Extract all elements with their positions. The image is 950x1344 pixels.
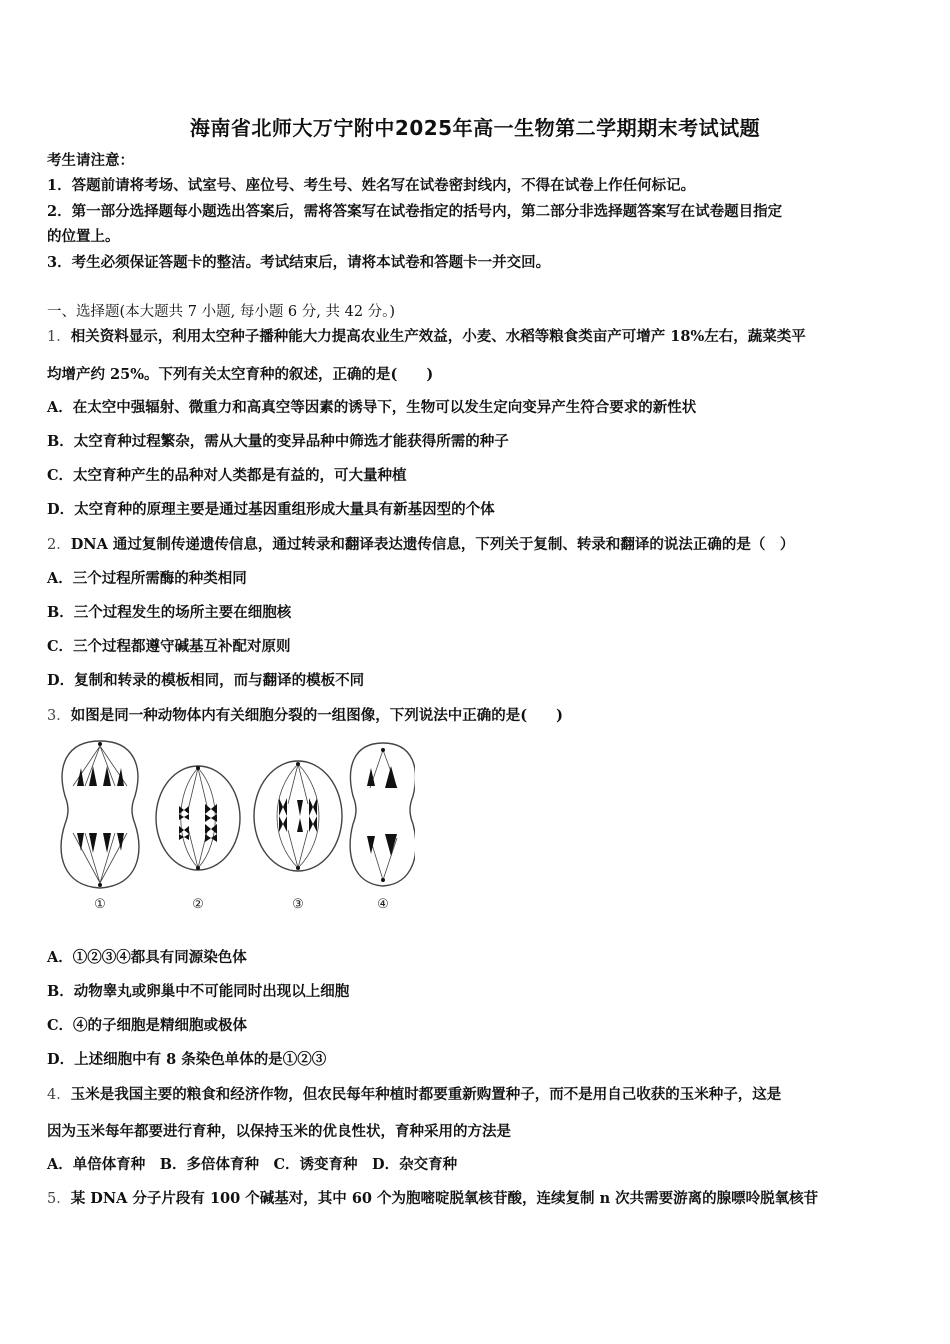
question-text: DNA 通过复制传递遗传信息，通过转录和翻译表达遗传信息，下列关于复制、转录和翻译的说法正确的是（ ） xyxy=(70,536,795,553)
question-3-stem xyxy=(47,706,563,726)
q1-option-c: C．太空育种产生的品种对人类都是有益的，可大量种植 xyxy=(47,467,407,484)
notice-item: 1．答题前请将考场、试室号、座位号、考生号、姓名写在试卷密封线内，不得在试卷上作任何标记。 xyxy=(47,177,696,194)
question-text: 某 DNA 分子片段有 100 个碱基对，其中 60 个为胞嘧啶脱氧核苷酸，连续复制 n 次共需要游离的腺嘌呤脱氧核苷 xyxy=(70,1190,819,1207)
cell-division-figure xyxy=(55,738,415,918)
notice-item: 3．考生必须保证答题卡的整洁。考试结束后，请将本试卷和答题卡一并交回。 xyxy=(47,254,551,271)
cell-1-membrane xyxy=(61,741,139,888)
q2-option-a: A．三个过程所需酶的种类相同 xyxy=(47,570,247,587)
exam-title: 海南省北师大万宁附中2025年高一生物第二学期期末考试试题 xyxy=(189,116,761,140)
q1-option-b: B．太空育种过程繁杂，需从大量的变异品种中筛选才能获得所需的种子 xyxy=(47,433,509,450)
cell-3-spindle xyxy=(277,764,319,868)
section-heading: 一、选择题(本大题共 7 小题, 每小题 6 分, 共 42 分。) xyxy=(47,304,396,320)
question-number: 1． xyxy=(47,329,71,345)
notice-item: 的位置上。 xyxy=(47,228,120,245)
q1-option-d: D．太空育种的原理主要是通过基因重组形成大量具有新基因型的个体 xyxy=(47,501,495,518)
figure-label: ④ xyxy=(377,897,389,912)
question-text: 玉米是我国主要的粮食和经济作物，但农民每年种植时都要重新购置种子，而不是用自己收获的玉米种子，这是 xyxy=(70,1086,782,1103)
question-number: 4． xyxy=(47,1087,71,1103)
figure-label: ③ xyxy=(292,897,304,912)
question-5-stem xyxy=(47,1189,818,1209)
question-4-stem-cont: 因为玉米每年都要进行育种，以保持玉米的优良性状，育种采用的方法是 xyxy=(47,1123,511,1140)
q4-options: A．单倍体育种 B．多倍体育种 C．诱变育种 D．杂交育种 xyxy=(47,1156,458,1173)
q3-option-c: C．④的子细胞是精细胞或极体 xyxy=(47,1017,248,1034)
q3-option-a: A．①②③④都具有同源染色体 xyxy=(47,949,247,966)
q1-option-a: A．在太空中强辐射、微重力和高真空等因素的诱导下，生物可以发生定向变异产生符合要求的新性状 xyxy=(47,399,697,416)
chromosome xyxy=(279,798,317,832)
chromosome xyxy=(179,804,217,822)
q2-option-d: D．复制和转录的模板相同，而与翻译的模板不同 xyxy=(47,672,365,689)
figure-label: ① xyxy=(94,897,106,912)
notice-heading: 考生请注意： xyxy=(47,152,134,169)
q3-option-d: D．上述细胞中有 8 条染色单体的是①②③ xyxy=(47,1051,327,1068)
cell-4-spindle xyxy=(370,750,397,880)
q3-option-b: B．动物睾丸或卵巢中不可能同时出现以上细胞 xyxy=(47,983,350,1000)
q2-option-c: C．三个过程都遵守碱基互补配对原则 xyxy=(47,638,291,655)
chromosome xyxy=(179,824,217,842)
chromosome xyxy=(367,766,397,856)
question-text: 相关资料显示，利用太空种子播种能大力提高农业生产效益，小麦、水稻等粮食类亩产可增产 18%左右，蔬菜类平 xyxy=(70,328,806,345)
question-1-stem-cont: 均增产约 25%。下列有关太空育种的叙述，正确的是( ) xyxy=(47,366,434,383)
question-number: 3． xyxy=(47,708,71,724)
figure-label: ② xyxy=(192,897,204,912)
question-number: 2． xyxy=(47,537,71,553)
cell-2-membrane xyxy=(156,766,240,870)
cell-3-membrane xyxy=(254,761,342,871)
question-1-stem xyxy=(47,327,806,347)
cell-4-membrane xyxy=(350,743,415,886)
question-number: 5． xyxy=(47,1191,71,1207)
chromosome xyxy=(77,833,124,853)
question-text: 如图是同一种动物体内有关细胞分裂的一组图像，下列说法中正确的是( ) xyxy=(70,707,563,724)
notice-item: 2．第一部分选择题每小题选出答案后，需将答案写在试卷指定的括号内，第二部分非选择题答案写在试卷题目指定 xyxy=(47,203,783,220)
question-4-stem xyxy=(47,1085,781,1105)
cell-1-spindle xyxy=(73,746,127,883)
q2-option-b: B．三个过程发生的场所主要在细胞核 xyxy=(47,604,292,621)
question-2-stem xyxy=(47,535,794,555)
